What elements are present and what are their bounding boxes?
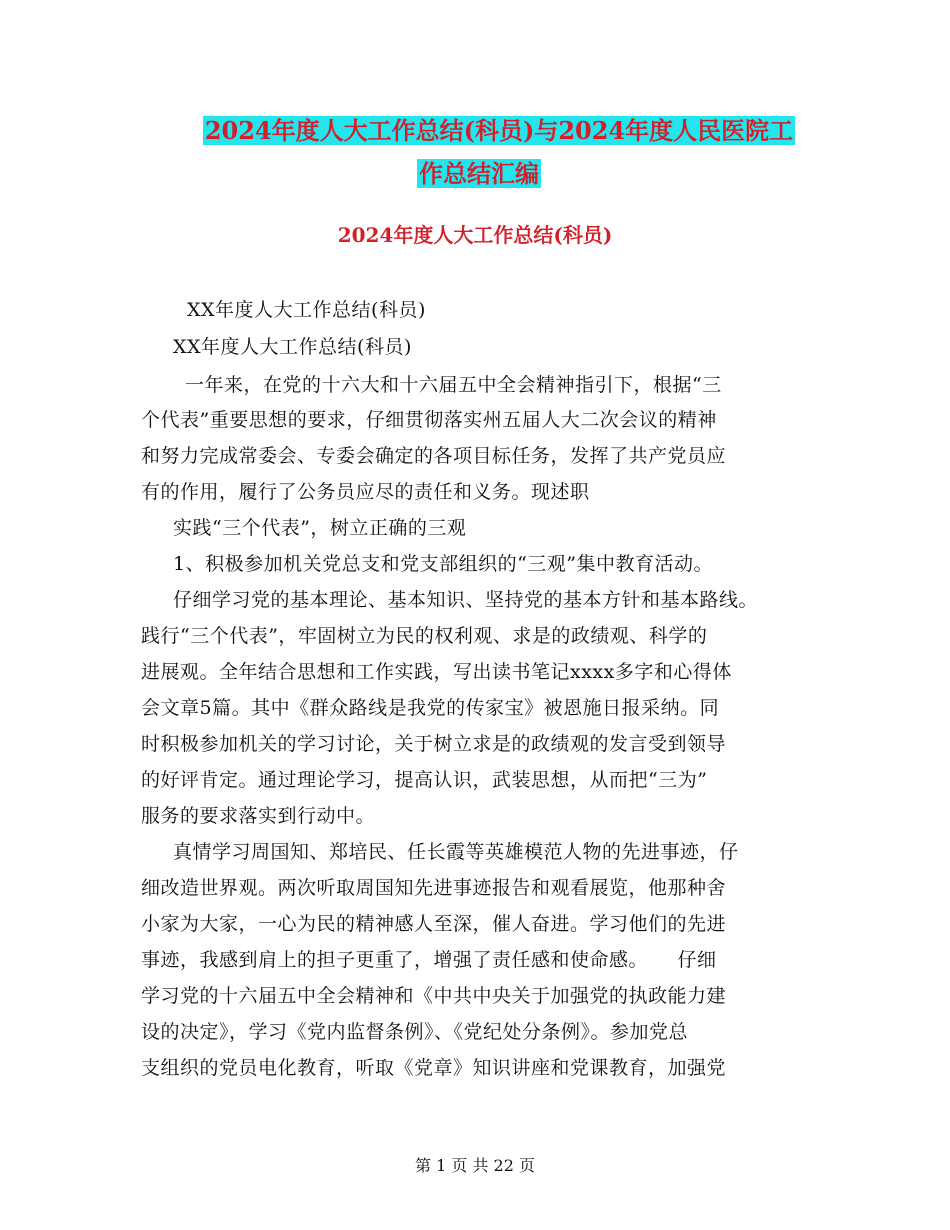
body-line: 服务的要求落实到行动中。 <box>141 805 376 827</box>
body-line: 事迹，我感到肩上的担子更重了，增强了责任感和使命感。 仔细 <box>141 949 717 971</box>
body-line: 小家为大家，一心为民的精神感人至深，催人奋进。学习他们的先进 <box>141 913 727 935</box>
body-line: 个代表”重要思想的要求，仔细贯彻落实州五届人大二次会议的精神 <box>141 409 717 431</box>
body-line: 设的决定》，学习《党内监督条例》、《党纪处分条例》。参加党总 <box>141 1021 689 1043</box>
document-title-line-1 <box>24 111 950 151</box>
section-title: 2024年度人大工作总结(科员) <box>337 223 613 247</box>
body-line: 1、积极参加机关党总支和党支部组织的“三观”集中教育活动。 <box>173 553 714 575</box>
body-line: 会文章5篇。其中《群众路线是我党的传家宝》被恩施日报采纳。同 <box>141 697 720 719</box>
page-footer: 第 1 页 共 22 页 <box>415 1156 535 1175</box>
body-line: 进展观。全年结合思想和工作实践，写出读书笔记xxxx多字和心得体 <box>141 661 732 683</box>
document-title-line-2-text: 作总结汇编 <box>419 159 539 188</box>
body-line: 和努力完成常委会、专委会确定的各项目标任务，发挥了共产党员应 <box>141 445 727 467</box>
body-line: 的好评肯定。通过理论学习，提高认识，武装思想，从而把“三为” <box>141 769 708 791</box>
body-line: XX年度人大工作总结(科员) <box>187 299 426 321</box>
body-line: 一年来，在党的十六大和十六届五中全会精神指引下，根据“三 <box>185 374 722 396</box>
body-line: 真情学习周国知、郑培民、任长霞等英雄模范人物的先进事迹，仔 <box>173 841 739 863</box>
body-line: 践行“三个代表”，牢固树立为民的权利观、求是的政绩观、科学的 <box>141 625 708 647</box>
document-title-line-1-text: 2024年度人大工作总结(科员)与2024年度人民医院工 <box>204 116 794 145</box>
body-line: 支组织的党员电化教育，听取《党章》知识讲座和党课教育，加强党 <box>141 1057 727 1079</box>
document-title-line-2 <box>4 154 950 194</box>
body-line: 学习党的十六届五中全会精神和《中共中央关于加强党的执政能力建 <box>141 985 727 1007</box>
body-line: 实践“三个代表”，树立正确的三观 <box>173 517 467 539</box>
body-line: XX年度人大工作总结(科员) <box>173 336 412 358</box>
body-line: 仔细学习党的基本理论、基本知识、坚持党的基本方针和基本路线。 <box>173 589 759 611</box>
body-line: 有的作用，履行了公务员应尽的责任和义务。现述职 <box>141 481 590 503</box>
body-line: 细改造世界观。两次听取周国知先进事迹报告和观看展览，他那种舍 <box>141 877 727 899</box>
body-line: 时积极参加机关的学习讨论，关于树立求是的政绩观的发言受到领导 <box>141 733 727 755</box>
